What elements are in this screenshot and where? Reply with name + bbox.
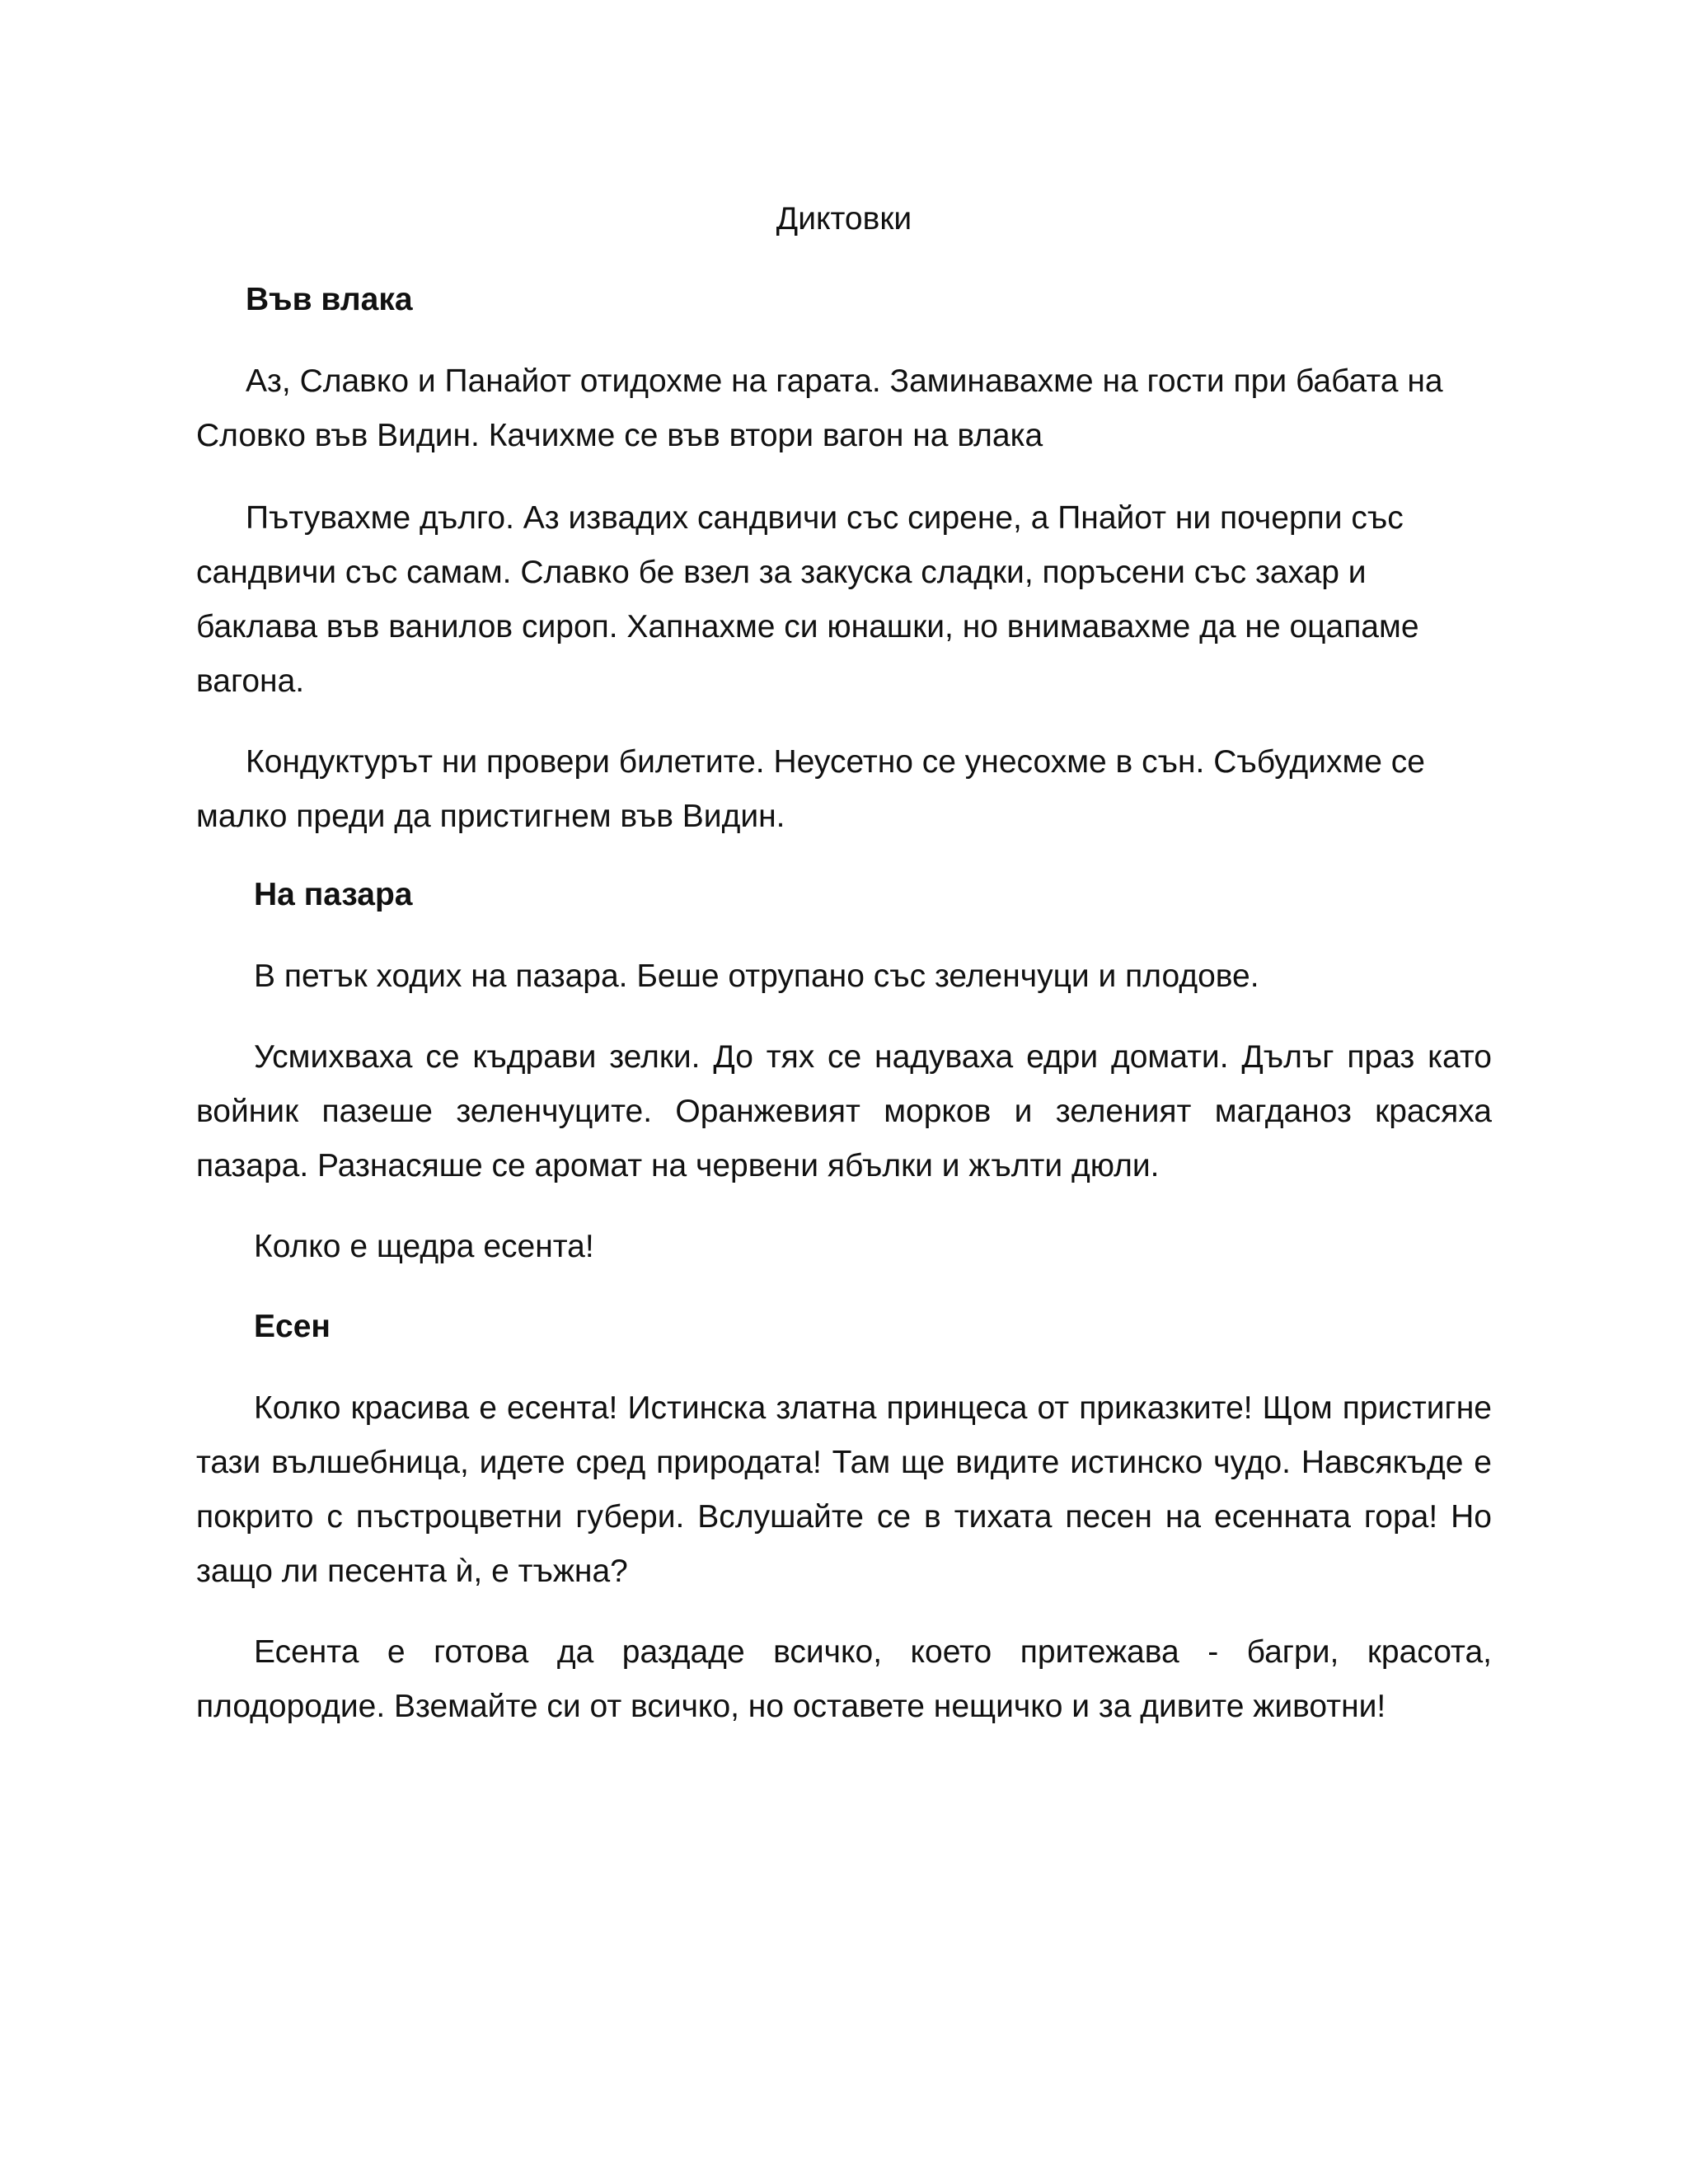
paragraph-autumn-1: Колко красива е есента! Истинска златна принцеса от приказките! Щом пристигне тази вълшебница, идете сред природата! Там ще видите истинско чудо. Навсякъде е покрито с пъстроцветни губери. Вслушайте се в тихата песен на есенната гора! Но защо ли песента ѝ, е тъжна? — [196, 1390, 1492, 1589]
paragraph-train-1: Аз, Славко и Панайот отидохме на гарата. Заминавахме на гости при бабата на Словко във Видин. Качихме се във втори вагон на влака — [196, 363, 1443, 453]
paragraph-market-3: Колко е щедра есента! — [254, 1229, 594, 1264]
paragraph-train-2: Пътувахме дълго. Аз извадих сандвичи със сирене, а Пнайот ни почерпи със сандвичи със самам. Славко бе взел за закуска сладки, поръсени със захар и баклава във ванилов сироп. Хапнахме си юнашки, но внимавахме да не оцапаме вагона. — [196, 500, 1419, 699]
paragraph-autumn-2: Есента е готова да раздаде всичко, което притежава - багри, красота, плодородие. Вземайте си от всичко, но оставете нещичко и за дивите животни! — [196, 1634, 1492, 1724]
section-heading-autumn: Есен — [254, 1309, 331, 1344]
section-heading-train: Във влака — [246, 282, 413, 317]
paragraph-train-3: Кондуктурът ни провери билетите. Неусетно се унесохме в сън. Събудихме се малко преди да пристигнем във Видин. — [196, 744, 1425, 834]
paragraph-market-1: В петък ходих на пазара. Беше отрупано със зеленчуци и плодове. — [254, 958, 1259, 994]
section-heading-market: На пазара — [254, 877, 413, 912]
paragraph-market-2: Усмихваха се къдрави зелки. До тях се надуваха едри домати. Дълъг праз като войник пазеше зеленчуците. Оранжевият морков и зеленият магданоз красяха пазара. Разнасяше се аромат на червени ябълки и жълти дюли. — [196, 1039, 1492, 1183]
document-title: Диктовки — [776, 201, 912, 237]
